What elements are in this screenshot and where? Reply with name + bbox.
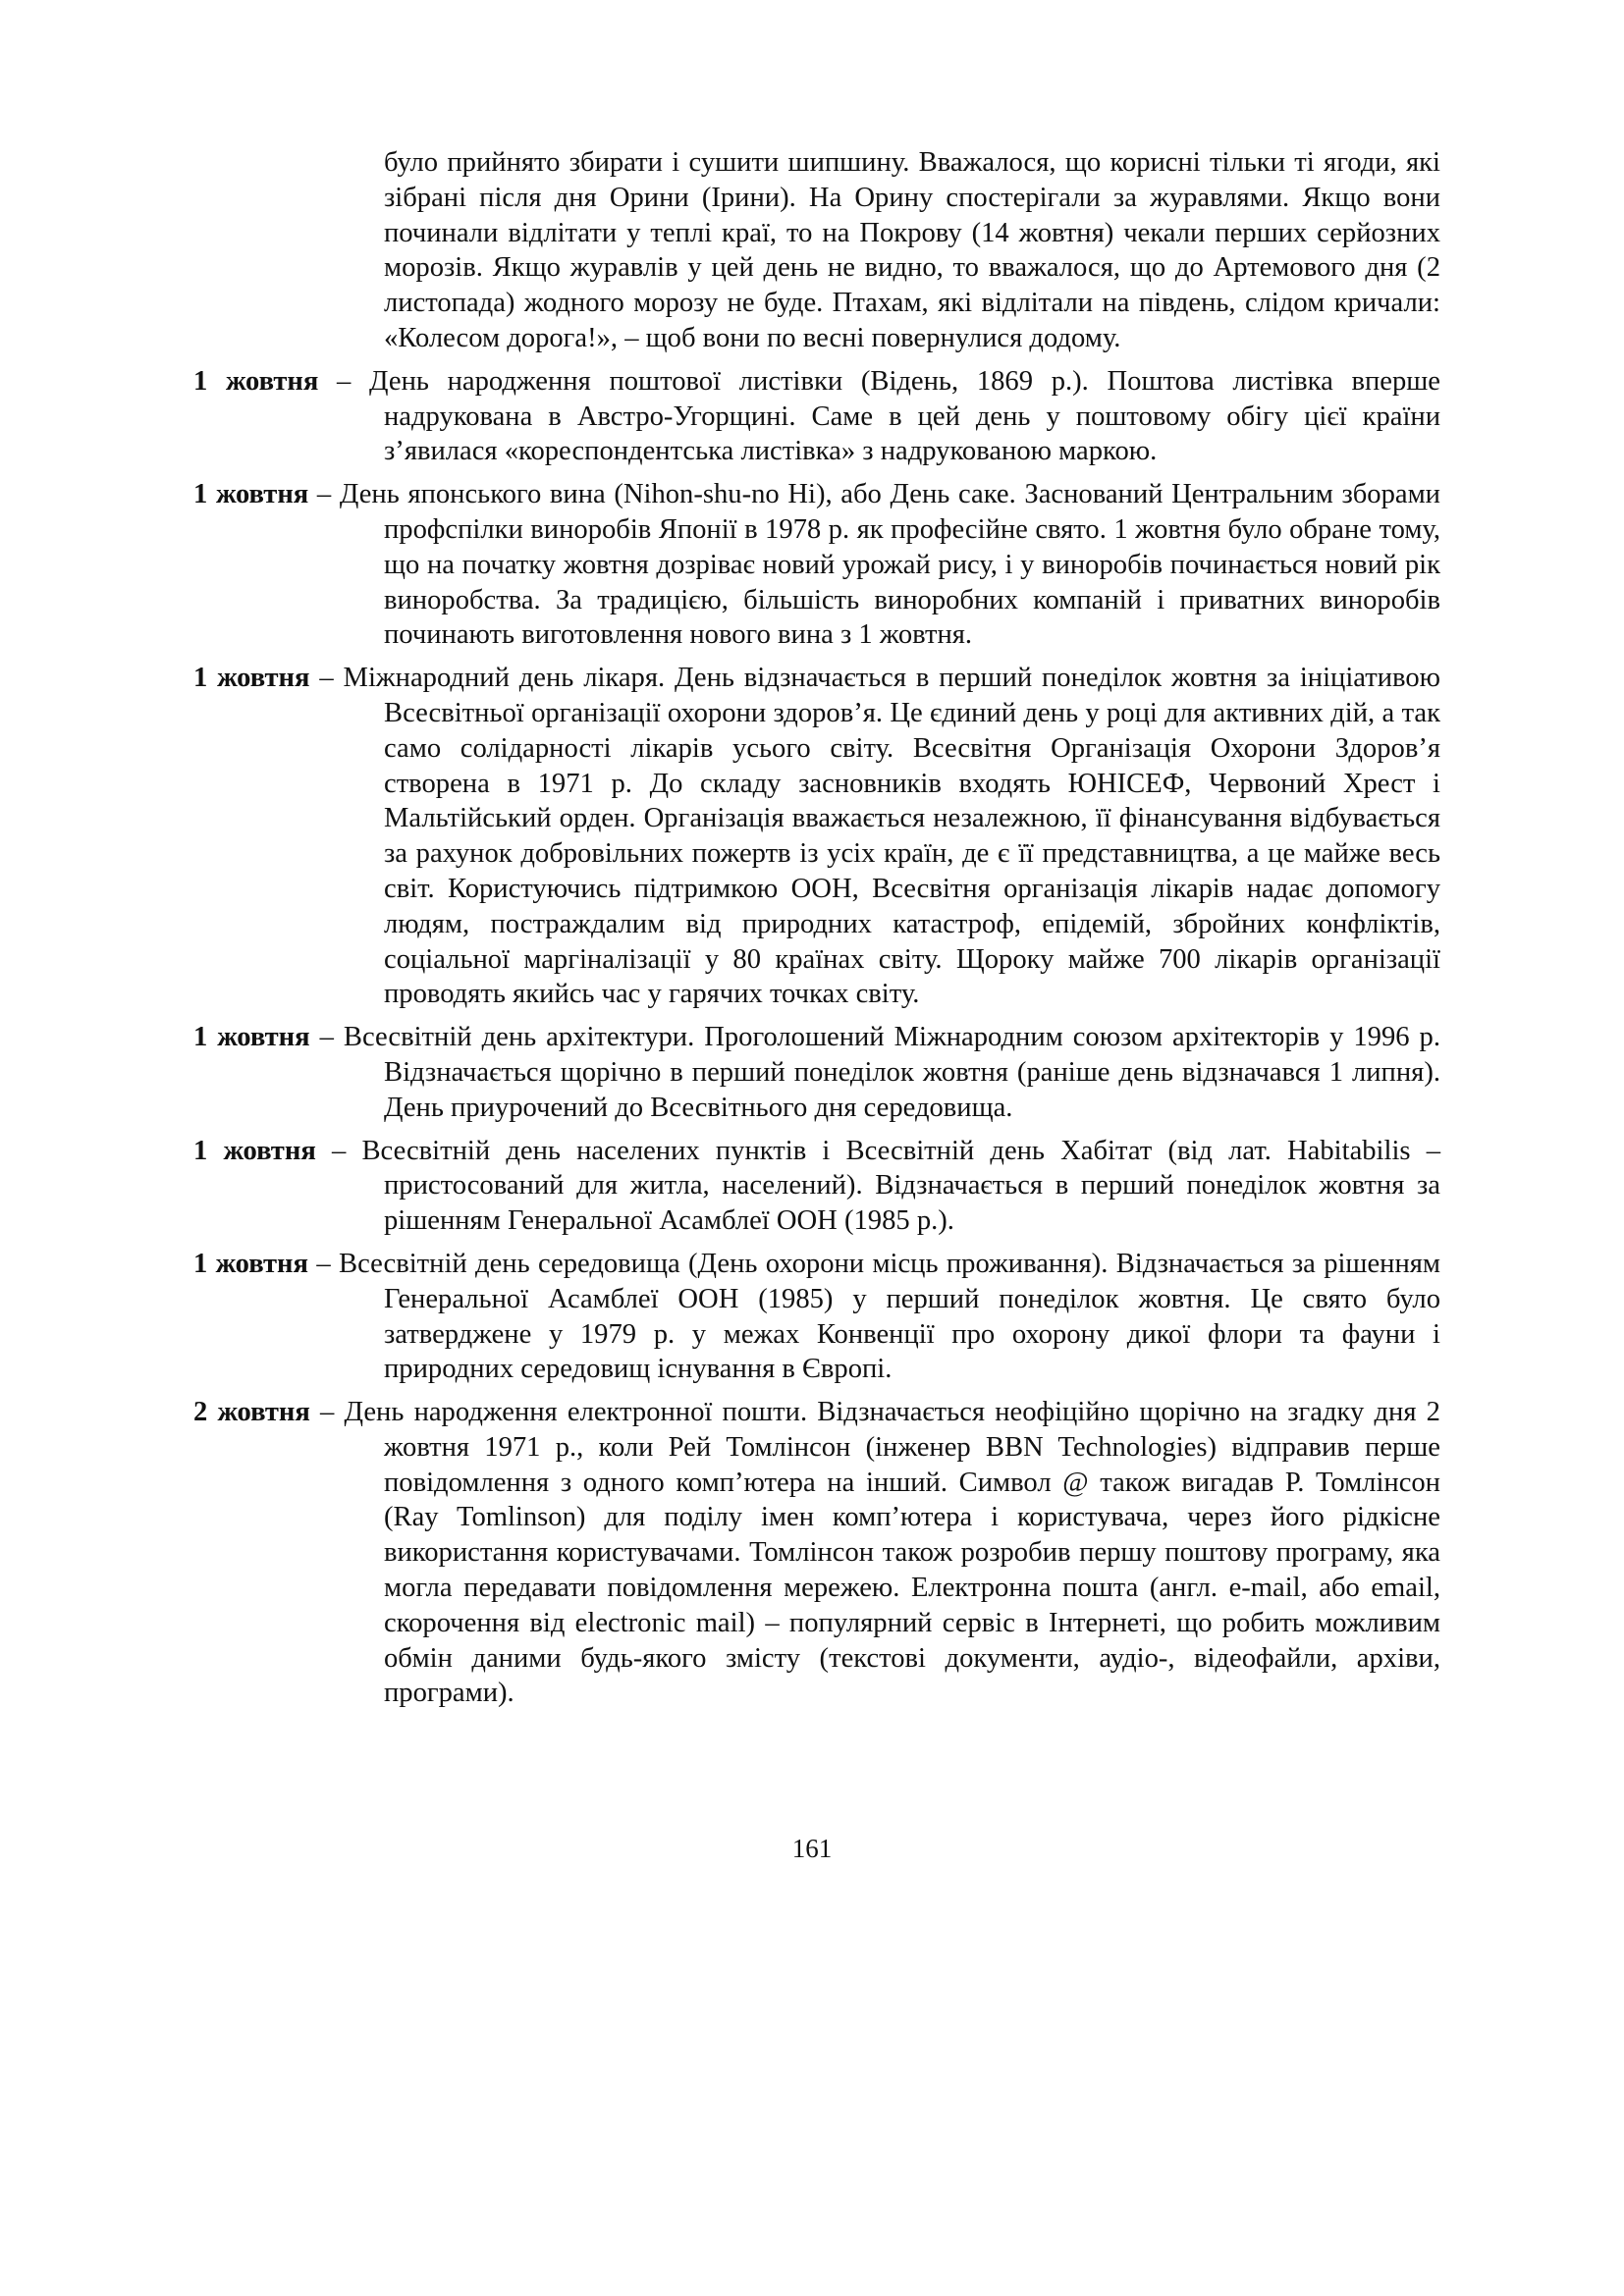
entry-text: – День японського вина (Nihon-shu-no Hi), або День саке. Заснований Центральним зборами профспілки виноробів Японії в 1978 р. як професійне свято. 1 жовтня було обране тому, що на початку жовтня дозріває новий урожай рису, і у виноробів починається новий рік виноробства. За традицією, більшість виноробних компаній і приватних виноробів починають виготовлення нового вина з 1 жовтня. [308, 479, 1440, 651]
entry-environment-day [193, 1247, 1440, 1387]
intro-paragraph: було прийнято збирати і сушити шипшину. Вважалося, що корисні тільки ті ягоди, які зібрані після дня Орини (Ірини). На Орину спостерігали за журавлями. Якщо вони починали відлітати у теплі краї, то на Покрову (14 жовтня) чекали перших серйозних морозів. Якщо журавлів у цей день не видно, то вважалося, що до Артемового дня (2 листопада) жодного морозу не буде. Птахам, які відлітали на південь, слідом кричали: «Колесом дорога!», – щоб вони по весні повернулися додому. [384, 147, 1440, 353]
page-content [193, 145, 1440, 1719]
entry-date: 2 жовтня [193, 1397, 310, 1428]
entry-postcard-day [193, 364, 1440, 469]
page-number: 161 [791, 1834, 833, 1863]
entry-habitat-day [193, 1134, 1440, 1239]
entry-text: – Всесвітній день середовища (День охорони місць проживання). Відзначається за рішенням Генеральної Асамблеї ООН (1985) у перший понеділок жовтня. Це свято було затверджене у 1979 р. у межах Конвенції про охорону дикої флори та фауни і природних середовищ існування в Європі. [307, 1248, 1440, 1385]
entry-email-day [193, 1395, 1440, 1711]
entry-text: – День народження електронної пошти. Відзначається неофіційно щорічно на згадку дня 2 жовтня 1971 р., коли Рей Томлінсон (інженер BBN Technologies) відправив перше повідомлення з одного комп’ютера на інший. Символ @ також вигадав Р. Томлінсон (Ray Tomlinson) для поділу імен комп’ютера і користувача, через його рідкісне використання користувачами. Томлінсон також розробив першу поштову програму, яка могла передавати повідомлення мережею. Електронна пошта (англ. e-mail, або email, скорочення від electronic mail) – популярний сервіс в Інтернеті, що робить можливим обмін даними будь-якого змісту (текстові документи, аудіо-, відеофайли, архіви, програми). [309, 1397, 1440, 1709]
entry-doctor-day [193, 661, 1440, 1012]
entry-date: 1 жовтня [193, 663, 310, 694]
entry-text: – День народження поштової листівки (Відень, 1869 р.). Поштова листівка вперше надрукована в Австро-Угорщині. Саме в цей день у поштовому обігу цієї країни з’явилася «кореспондентська листівка» з надрукованою маркою. [318, 365, 1440, 467]
entry-date: 1 жовтня [193, 365, 319, 397]
entry-architecture-day [193, 1020, 1440, 1125]
entry-date: 1 жовтня [193, 1248, 308, 1279]
entry-date: 1 жовтня [193, 1022, 310, 1053]
entry-text: – Міжнародний день лікаря. День відзначається в перший понеділок жовтня за ініціативою Всесвітньої організації охорони здоров’я. Це єдиний день у році для активних дій, а так само солідарності лікарів усього світу. Всесвітня Організація Охорони Здоров’я створена в 1971 р. До складу засновників входять ЮНІСЕФ, Червоний Хрест і Мальтійський орден. Організація вважається незалежною, її фінансування відбувається за рахунок добровільних пожертв із усіх країн, де є її представництва, а це майже весь світ. Користуючись підтримкою ООН, Всесвітня організація лікарів надає допомогу людям, постраждалим від природних катастроф, епідемій, збройних конфліктів, соціальної маргіналізації у 80 країнах світу. Щороку майже 700 лікарів організації проводять якийсь час у гарячих точках світу. [309, 663, 1440, 1010]
entry-date: 1 жовтня [193, 479, 309, 510]
entry-date: 1 жовтня [193, 1135, 316, 1166]
entry-sake-day [193, 477, 1440, 653]
entry-text: – Всесвітній день населених пунктів і Всесвітній день Хабітат (від лат. Habitabilis – пристосований для житла, населений). Відзначається в перший понеділок жовтня за рішенням Генеральної Асамблеї ООН (1985 р.). [315, 1135, 1440, 1237]
entry-text: – Всесвітній день архітектури. Проголошений Міжнародним союзом архітекторів у 1996 р. Відзначається щорічно в перший понеділок жовтня (раніше день відзначався 1 липня). День приурочений до Всесвітнього дня середовища. [309, 1022, 1441, 1123]
